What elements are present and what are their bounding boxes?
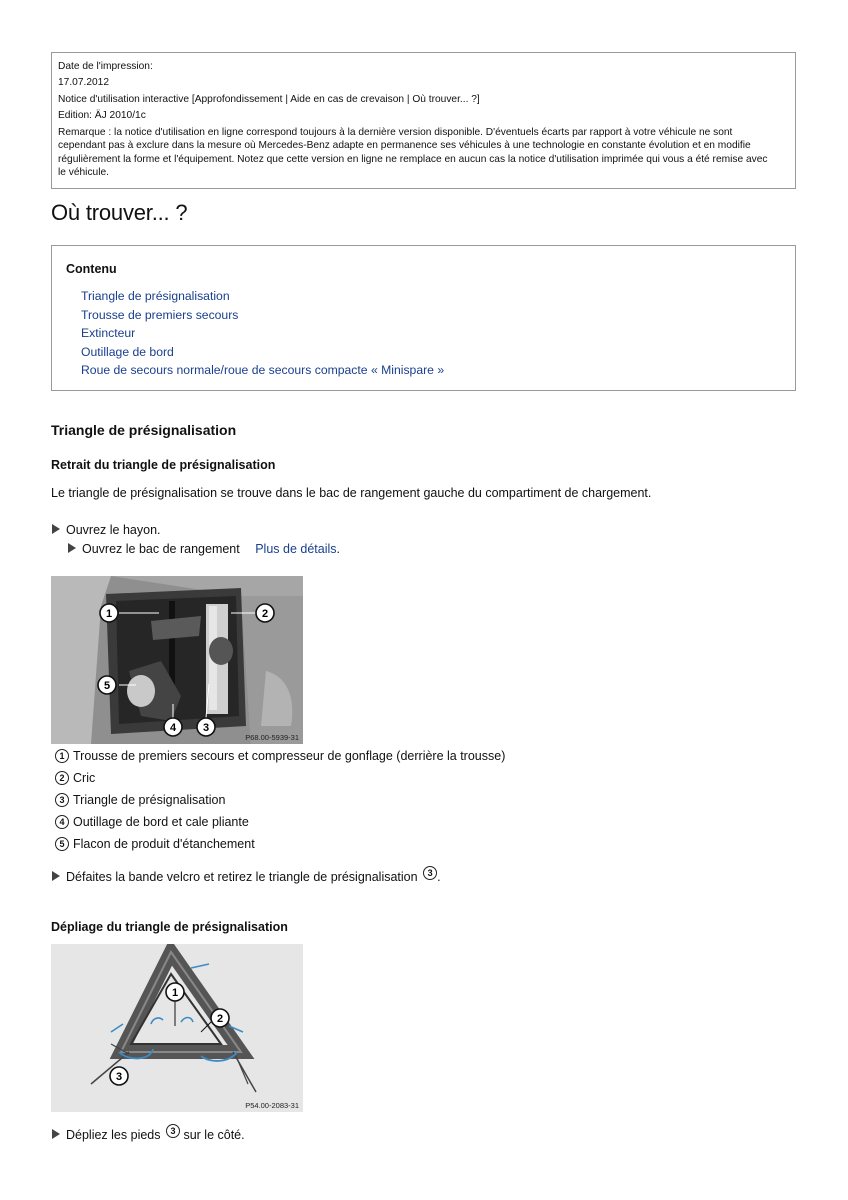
table-of-contents <box>51 245 796 391</box>
triangle-unfold-figure <box>51 944 303 1112</box>
callout-number-icon: 4 <box>55 815 69 829</box>
toc-link-spare-wheel[interactable]: Roue de secours normale/roue de secours compacte « Minispare » <box>81 363 445 378</box>
callout-5 <box>98 676 116 694</box>
callout-number-icon: 1 <box>55 749 69 763</box>
callout-label: 5 <box>103 680 111 692</box>
figure-legend <box>55 748 505 858</box>
bullet-arrow-icon <box>52 871 60 881</box>
section-heading: Triangle de présignalisation <box>51 422 237 438</box>
print-date-label: Date de l'impression: <box>58 61 153 72</box>
step-remove-triangle <box>52 866 441 884</box>
step-text: Ouvrez le bac de rangement <box>82 542 240 556</box>
callout-label: 3 <box>115 1071 123 1083</box>
callout-number-icon: 3 <box>166 1124 180 1138</box>
step-text: Défaites la bande velcro et retirez le triangle de présignalisation <box>66 870 418 884</box>
legend-item <box>55 770 505 792</box>
callout-1 <box>166 983 184 1001</box>
step-punctuation: . <box>336 542 341 556</box>
callout-2 <box>211 1009 229 1027</box>
callout-label: 3 <box>202 722 210 734</box>
toc-list <box>81 287 444 380</box>
toc-title: Contenu <box>66 262 117 276</box>
print-date: 17.07.2012 <box>58 77 109 89</box>
bullet-arrow-icon <box>52 524 60 534</box>
notice-path: Notice d'utilisation interactive [Approfondissement | Aide en cas de crevaison | Où trouver... ?] <box>58 93 480 105</box>
callout-number-icon: 2 <box>55 771 69 785</box>
legend-item <box>55 814 505 836</box>
page-title: Où trouver... ? <box>51 200 188 225</box>
callout-4 <box>164 718 182 736</box>
edition: Edition: ÄJ 2010/1c <box>58 110 146 122</box>
toc-link-first-aid[interactable]: Trousse de premiers secours <box>81 307 239 322</box>
toc-link-extinguisher[interactable]: Extincteur <box>81 326 136 341</box>
legend-item <box>55 792 505 814</box>
step-unfold-legs <box>52 1124 245 1142</box>
remark-line: cependant pas à exclure dans la mesure où Mercedes-Benz adapte en permanence ses véhicules à une technologie en constante évolution et en modifie <box>58 140 751 152</box>
legend-text: Outillage de bord et cale pliante <box>73 815 249 829</box>
callout-label: 4 <box>169 722 177 734</box>
warning-triangle-illustration <box>51 944 303 1112</box>
figure-code: P54.00-2083-31 <box>245 1101 299 1110</box>
legend-text: Cric <box>73 771 96 785</box>
storage-compartment-illustration <box>51 576 303 744</box>
print-info-box <box>51 52 796 189</box>
callout-label: 2 <box>216 1013 224 1025</box>
callout-3 <box>110 1067 128 1085</box>
legend-text: Trousse de premiers secours et compresseur de gonflage (derrière la trousse) <box>73 749 506 763</box>
step-open-tailgate <box>52 523 161 537</box>
intro-paragraph: Le triangle de présignalisation se trouve dans le bac de rangement gauche du compartiment de chargement. <box>51 486 652 500</box>
callout-number-icon: 3 <box>423 866 437 880</box>
step-text: Ouvrez le hayon. <box>66 523 161 537</box>
bullet-arrow-icon <box>52 1129 60 1139</box>
remark-line: régulièrement la forme et l'équipement. Notez que cette version en ligne ne remplace en aucun cas la notice d'utilisation imprimée qui vous a été remise avec <box>58 153 768 165</box>
callout-label: 1 <box>105 608 113 620</box>
step-text: sur le côté. <box>183 1128 245 1142</box>
toc-link-triangle[interactable]: Triangle de présignalisation <box>81 289 230 303</box>
bullet-arrow-icon <box>68 543 76 553</box>
legend-text: Flacon de produit d'étanchement <box>73 837 255 851</box>
callout-2 <box>256 604 274 622</box>
callout-3 <box>197 718 215 736</box>
callout-1 <box>100 604 118 622</box>
legend-text: Triangle de présignalisation <box>73 793 226 807</box>
callout-number-icon: 3 <box>55 793 69 807</box>
remark-line: le véhicule. <box>58 167 109 179</box>
more-details-link[interactable]: Plus de détails <box>255 542 337 556</box>
storage-compartment-figure <box>51 576 303 744</box>
remark-line: Remarque : la notice d'utilisation en ligne correspond toujours à la dernière version disponible. D'éventuels écarts par rapport à votre véhicule ne sont <box>58 126 733 138</box>
callout-number-icon: 5 <box>55 837 69 851</box>
legend-item <box>55 836 505 858</box>
toc-link-tools[interactable]: Outillage de bord <box>81 344 174 359</box>
callout-label: 2 <box>261 608 269 620</box>
legend-item <box>55 748 505 770</box>
figure-code: P68.00-5939-31 <box>245 733 299 742</box>
section-subheading: Retrait du triangle de présignalisation <box>51 458 276 472</box>
step-open-storage <box>68 542 340 556</box>
step-punctuation: . <box>437 870 441 884</box>
step-text: Dépliez les pieds <box>66 1128 161 1142</box>
remark-text <box>58 126 789 180</box>
section-subheading: Dépliage du triangle de présignalisation <box>51 920 288 934</box>
callout-label: 1 <box>171 987 179 999</box>
